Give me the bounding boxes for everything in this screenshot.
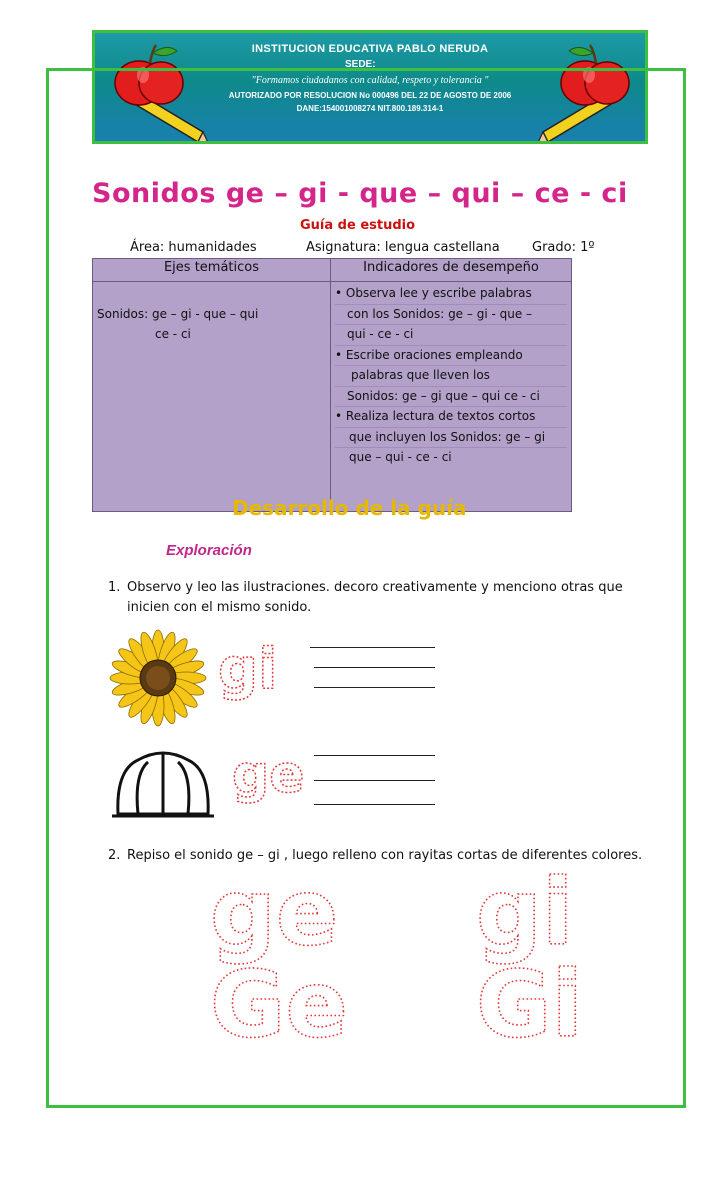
syllable-ge-outline — [232, 742, 312, 805]
indicators-cell — [331, 282, 572, 512]
instruction-text: Observo y leo las ilustraciones. decoro creativamente y menciono otras que inicien con el mismo sonido. — [127, 580, 623, 615]
topics-table — [92, 258, 572, 512]
indicator-line: con los Sonidos: ge – gi - que – — [335, 305, 567, 326]
eje-line: ce - ci — [155, 327, 191, 341]
answer-line[interactable] — [314, 780, 435, 781]
instruction-1 — [108, 578, 647, 618]
syllable-gi-outline — [218, 636, 298, 702]
instruction-text: Repiso el sonido ge – gi , luego relleno con rayitas cortas de diferentes colores. — [127, 848, 643, 863]
big-letters-outline — [210, 859, 610, 1058]
letters-gi: gi — [476, 859, 574, 966]
indicator-line: • Escribe oraciones empleando — [335, 346, 567, 367]
eje-cell — [93, 282, 331, 512]
letters-Gi-upper: Gi — [476, 951, 584, 1058]
syllable-gi: gi — [218, 637, 278, 702]
header-indicadores: Indicadores de desempeño — [331, 259, 572, 282]
answer-line[interactable] — [314, 687, 435, 688]
indicator-line: Sonidos: ge – gi que – qui ce - ci — [335, 387, 567, 408]
answer-line[interactable] — [314, 755, 435, 756]
dane-nit: DANE:154001008274 NIT.800.189.314-1 — [296, 104, 444, 113]
instruction-number: 2. — [108, 848, 121, 863]
motto: "Formamos ciudadanos con calidad, respeto y tolerancia " — [251, 75, 489, 86]
area-label: Área: humanidades — [130, 240, 257, 255]
sede-label: SEDE: ___ — [344, 59, 396, 70]
indicator-line: palabras que lleven los — [335, 366, 567, 387]
letters-Ge-upper: Ge — [210, 951, 348, 1058]
header-ejes: Ejes temáticos — [93, 259, 331, 282]
institution-name: INSTITUCION EDUCATIVA PABLO NERUDA — [251, 43, 489, 55]
grado-label: Grado: 1º — [532, 240, 595, 255]
answer-line[interactable] — [314, 804, 435, 805]
sunflower-icon — [108, 628, 208, 728]
desarrollo-heading: Desarrollo de la guía — [232, 496, 467, 520]
indicator-line: qui - ce - ci — [335, 325, 567, 346]
letters-ge: ge — [210, 859, 339, 966]
answer-line[interactable] — [310, 647, 435, 648]
page-title: Sonidos ge – gi - que – qui – ce - ci — [92, 178, 628, 209]
gelatin-icon — [108, 740, 218, 820]
indicator-line: • Observa lee y escribe palabras — [335, 284, 567, 305]
exploracion-heading: Exploración — [166, 542, 252, 559]
asignatura-label: Asignatura: lengua castellana — [306, 240, 500, 255]
answer-line[interactable] — [314, 667, 435, 668]
resolution: AUTORIZADO POR RESOLUCION No 000496 DEL 22 DE AGOSTO DE 2006 — [228, 91, 512, 100]
indicator-line: • Realiza lectura de textos cortos — [335, 407, 567, 428]
guide-subtitle: Guía de estudio — [300, 218, 416, 233]
indicator-line: que incluyen los Sonidos: ge – gi — [335, 428, 567, 449]
indicator-line: que – qui - ce - ci — [349, 450, 452, 464]
eje-line: Sonidos: ge – gi - que – qui — [97, 307, 259, 321]
syllable-ge: ge — [232, 745, 305, 805]
instruction-number: 1. — [108, 580, 121, 595]
